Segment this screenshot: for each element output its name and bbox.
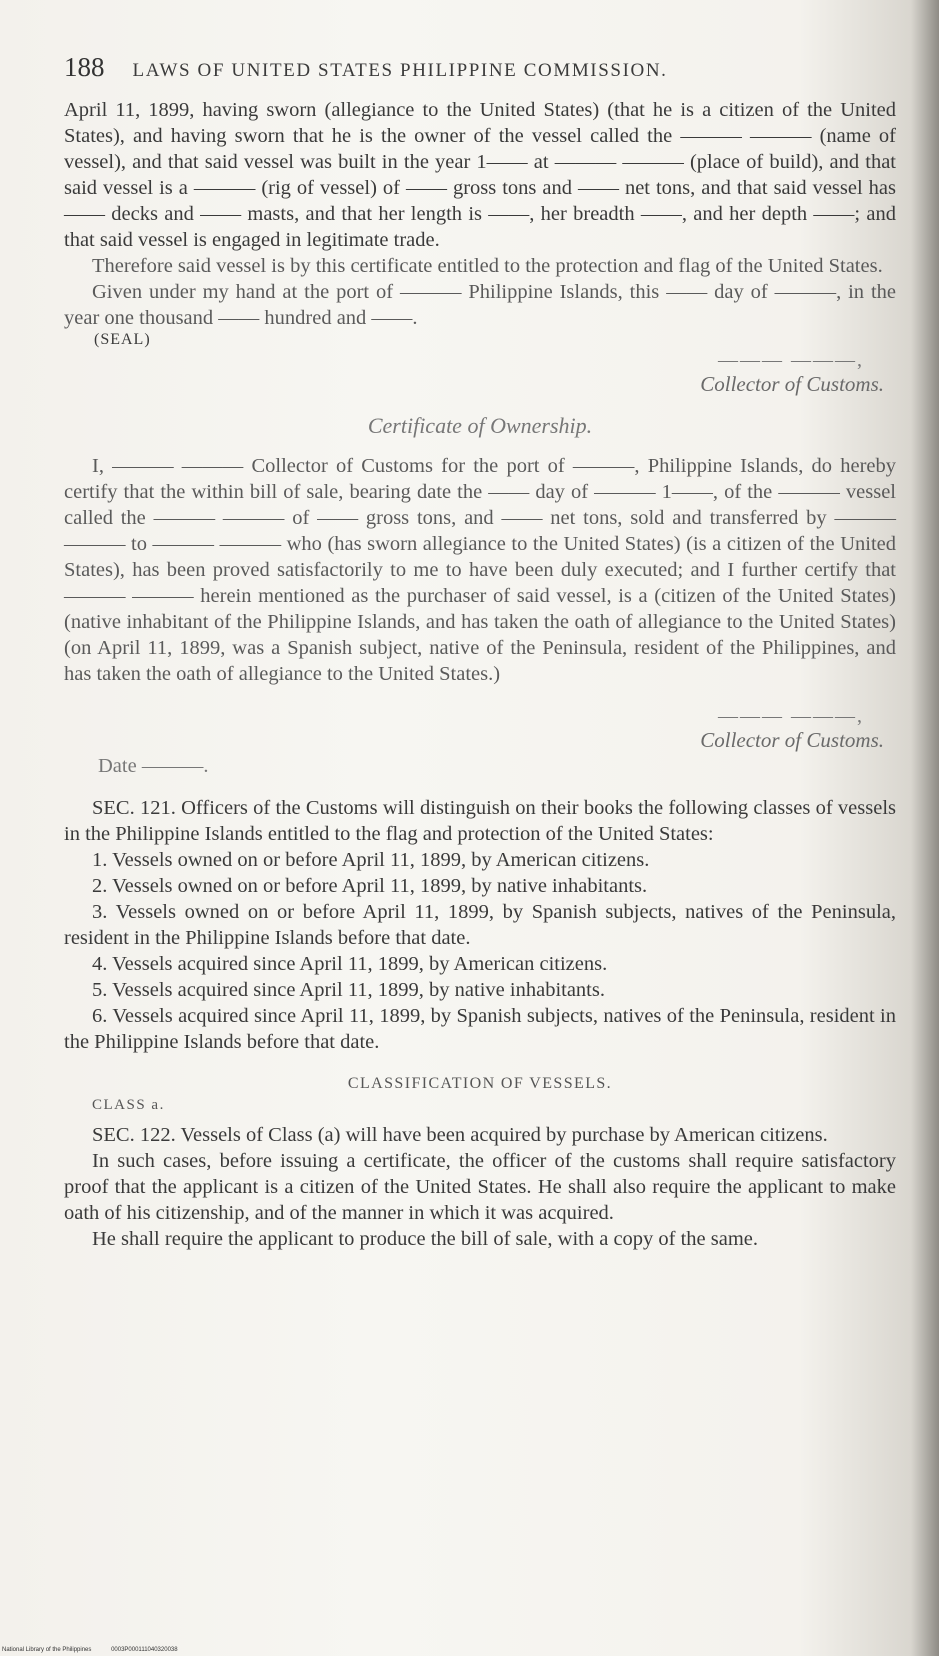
sec-122-paragraph-2: In such cases, before issuing a certificate, the officer of the customs shall require satisfactory proof that the applicant is a citizen of the United States. He shall also require the applicant to make oath of his citizenship, and of the manner in which it was acquired.	[64, 1150, 896, 1224]
sec-121-item-5: 5. Vessels acquired since April 11, 1899, by native inhabitants.	[92, 979, 605, 1001]
ownership-heading: Certificate of Ownership.	[367, 413, 593, 438]
sec-121-item-1: 1. Vessels owned on or before April 11, 1899, by American citizens.	[92, 849, 650, 871]
page-number: 188	[64, 52, 105, 82]
scan-footer	[2, 1647, 196, 1653]
class-label: CLASS a.	[92, 1097, 165, 1113]
sec-122-paragraph-1: SEC. 122. Vessels of Class (a) will have been acquired by purchase by American citizens.	[92, 1124, 828, 1146]
certificate-paragraph-1: April 11, 1899, having sworn (allegiance to the United States) (that he is a citizen of the United States), and having sworn that he is the owner of the vessel called the ——— ——— (name of vessel), and that said vessel was built in the year 1—— at ——— ——— (place of build), and that said vessel is a ——— (rig of vessel) of —— gross tons and —— net tons, and that said vessel has —— decks and —— masts, and that her length is ——, her breadth ——, and her depth ——; and that said vessel is engaged in legitimate trade.	[64, 99, 896, 251]
ownership-collector-signature: Collector of Customs.	[700, 728, 884, 752]
page-header	[64, 52, 896, 83]
date-line: Date ———.	[98, 755, 209, 777]
ownership-signature-blank: ——— ———,	[718, 705, 864, 727]
running-title: LAWS OF UNITED STATES PHILIPPINE COMMISSION.	[132, 60, 668, 81]
certificate-paragraph-2: Therefore said vessel is by this certificate entitled to the protection and flag of the United States.	[92, 255, 883, 277]
sec-121-item-2: 2. Vessels owned on or before April 11, 1899, by native inhabitants.	[92, 875, 648, 897]
signature-blank: ——— ———,	[718, 349, 864, 371]
text-column	[64, 52, 896, 1252]
sec-121-item-6: 6. Vessels acquired since April 11, 1899, by Spanish subjects, natives of the Peninsula, resident in the Philippine Islands before that date.	[64, 1005, 896, 1053]
sec-121-intro: SEC. 121. Officers of the Customs will distinguish on their books the following classes of vessels in the Philippine Islands entitled to the flag and protection of the United States:	[64, 797, 896, 845]
sec-121-item-3: 3. Vessels owned on or before April 11, 1899, by Spanish subjects, natives of the Peninsula, resident in the Philippine Islands before that date.	[64, 901, 896, 949]
footer-code: 0003P000111040320038	[111, 1647, 178, 1653]
ownership-body: I, ——— ——— Collector of Customs for the port of ———, Philippine Islands, do hereby certify that the within bill of sale, bearing date the —— day of ——— 1——, of the ——— vessel called the ——— ——— of —— gross tons, and —— net tons, sold and transferred by ——— ——— to ——— ——— who (has sworn allegiance to the United States) (is a citizen of the United States), has been proved satisfactorily to me to have been duly executed; and I further certify that ——— ——— herein mentioned as the purchaser of said vessel, is a (citizen of the United States) (native inhabitant of the Philippine Islands, and has taken the oath of allegiance to the United States) (on April 11, 1899, was a Spanish subject, native of the Peninsula, resident of the Philippines, and has taken the oath of allegiance to the United States.)	[64, 455, 896, 685]
certificate-paragraph-3: Given under my hand at the port of ——— Philippine Islands, this —— day of ———, in the year one thousand —— hundred and ——.	[64, 281, 896, 329]
sec-122-paragraph-3: He shall require the applicant to produce the bill of sale, with a copy of the same.	[92, 1228, 759, 1250]
footer-library: National Library of the Philippines	[2, 1647, 92, 1653]
seal-label: (SEAL)	[94, 331, 151, 348]
sec-121-item-4: 4. Vessels acquired since April 11, 1899, by American citizens.	[92, 953, 608, 975]
collector-signature: Collector of Customs.	[700, 372, 884, 396]
classification-heading: CLASSIFICATION OF VESSELS.	[347, 1075, 613, 1092]
